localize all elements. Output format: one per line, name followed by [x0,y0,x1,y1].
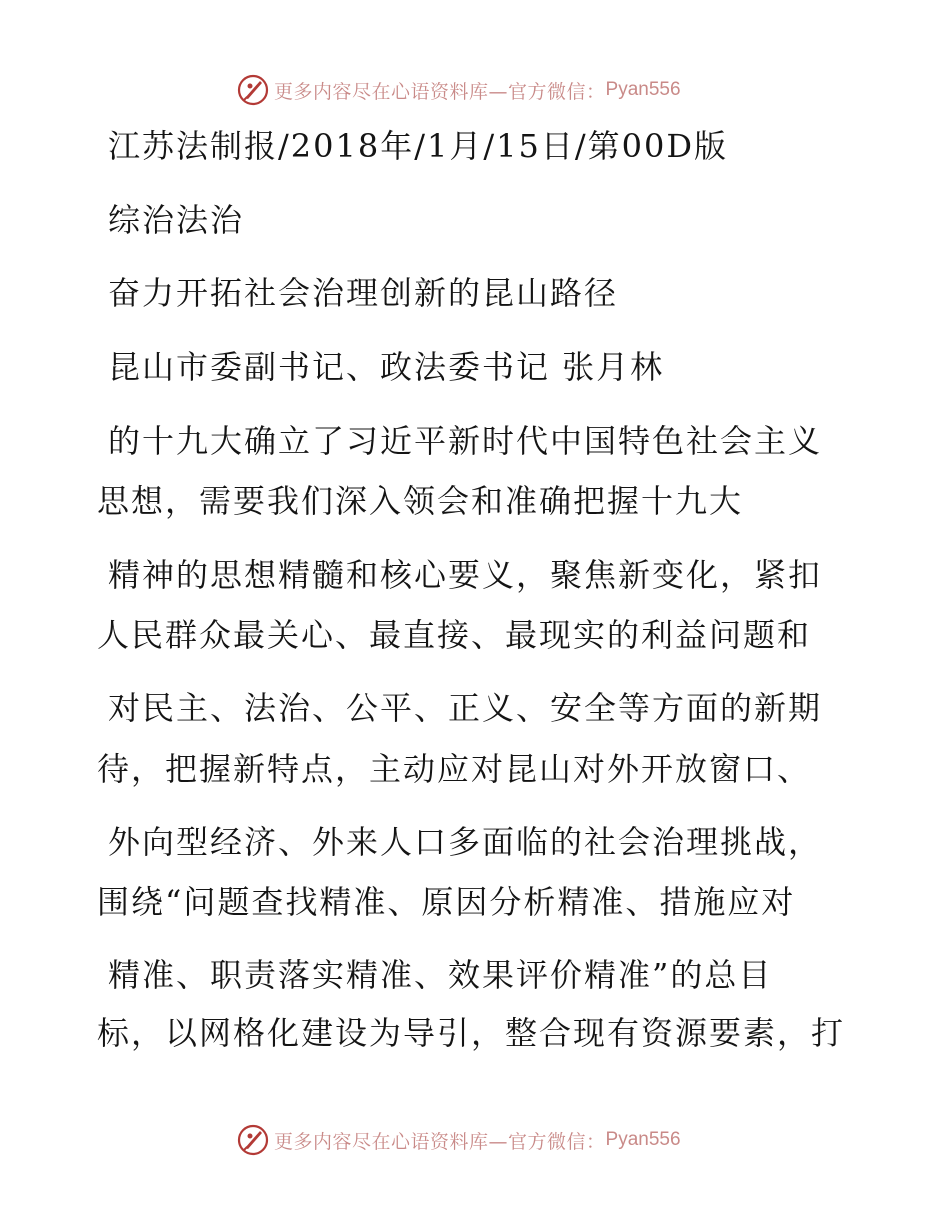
watermark-handle: Pyan556 [605,79,681,100]
doc-paragraph-line: 精准、职责落实精准、效果评价精准”的总目 [108,956,773,994]
doc-paragraph-line: 外向型经济、外来人口多面临的社会治理挑战， [108,823,823,861]
doc-paragraph-line: 标，以网格化建设为导引，整合现有资源要素，打 [97,1014,846,1052]
doc-paragraph-line: 围绕“问题查找精准、原因分析精准、措施应对 [97,883,796,921]
doc-title: 奋力开拓社会治理创新的昆山路径 [108,274,619,312]
doc-author: 昆山市委副书记、政法委书记 张月林 [108,348,665,386]
doc-paragraph-line: 人民群众最关心、最直接、最现实的利益问题和 [97,616,812,654]
doc-paragraph-line: 对民主、法治、公平、正义、安全等方面的新期 [108,689,823,727]
doc-paragraph-line: 待，把握新特点，主动应对昆山对外开放窗口、 [97,750,812,788]
watermark-text: 更多内容尽在心语资料库—官方微信： [274,1130,606,1153]
watermark-header [236,72,681,108]
doc-column-name: 综治法治 [108,201,245,239]
doc-paragraph-line: 思想，需要我们深入领会和准确把握十九大 [97,482,744,520]
quill-logo-icon [236,73,270,107]
watermark-text: 更多内容尽在心语资料库—官方微信： [274,80,606,103]
doc-paragraph-line: 的十九大确立了习近平新时代中国特色社会主义 [108,422,823,460]
doc-source-line: 江苏法制报/2018年/1月/15日/第00D版 [108,127,729,165]
doc-paragraph-line: 精神的思想精髓和核心要义，聚焦新变化，紧扣 [108,556,823,594]
watermark-footer [236,1122,681,1158]
watermark-handle: Pyan556 [605,1129,681,1150]
quill-logo-icon [236,1123,270,1157]
